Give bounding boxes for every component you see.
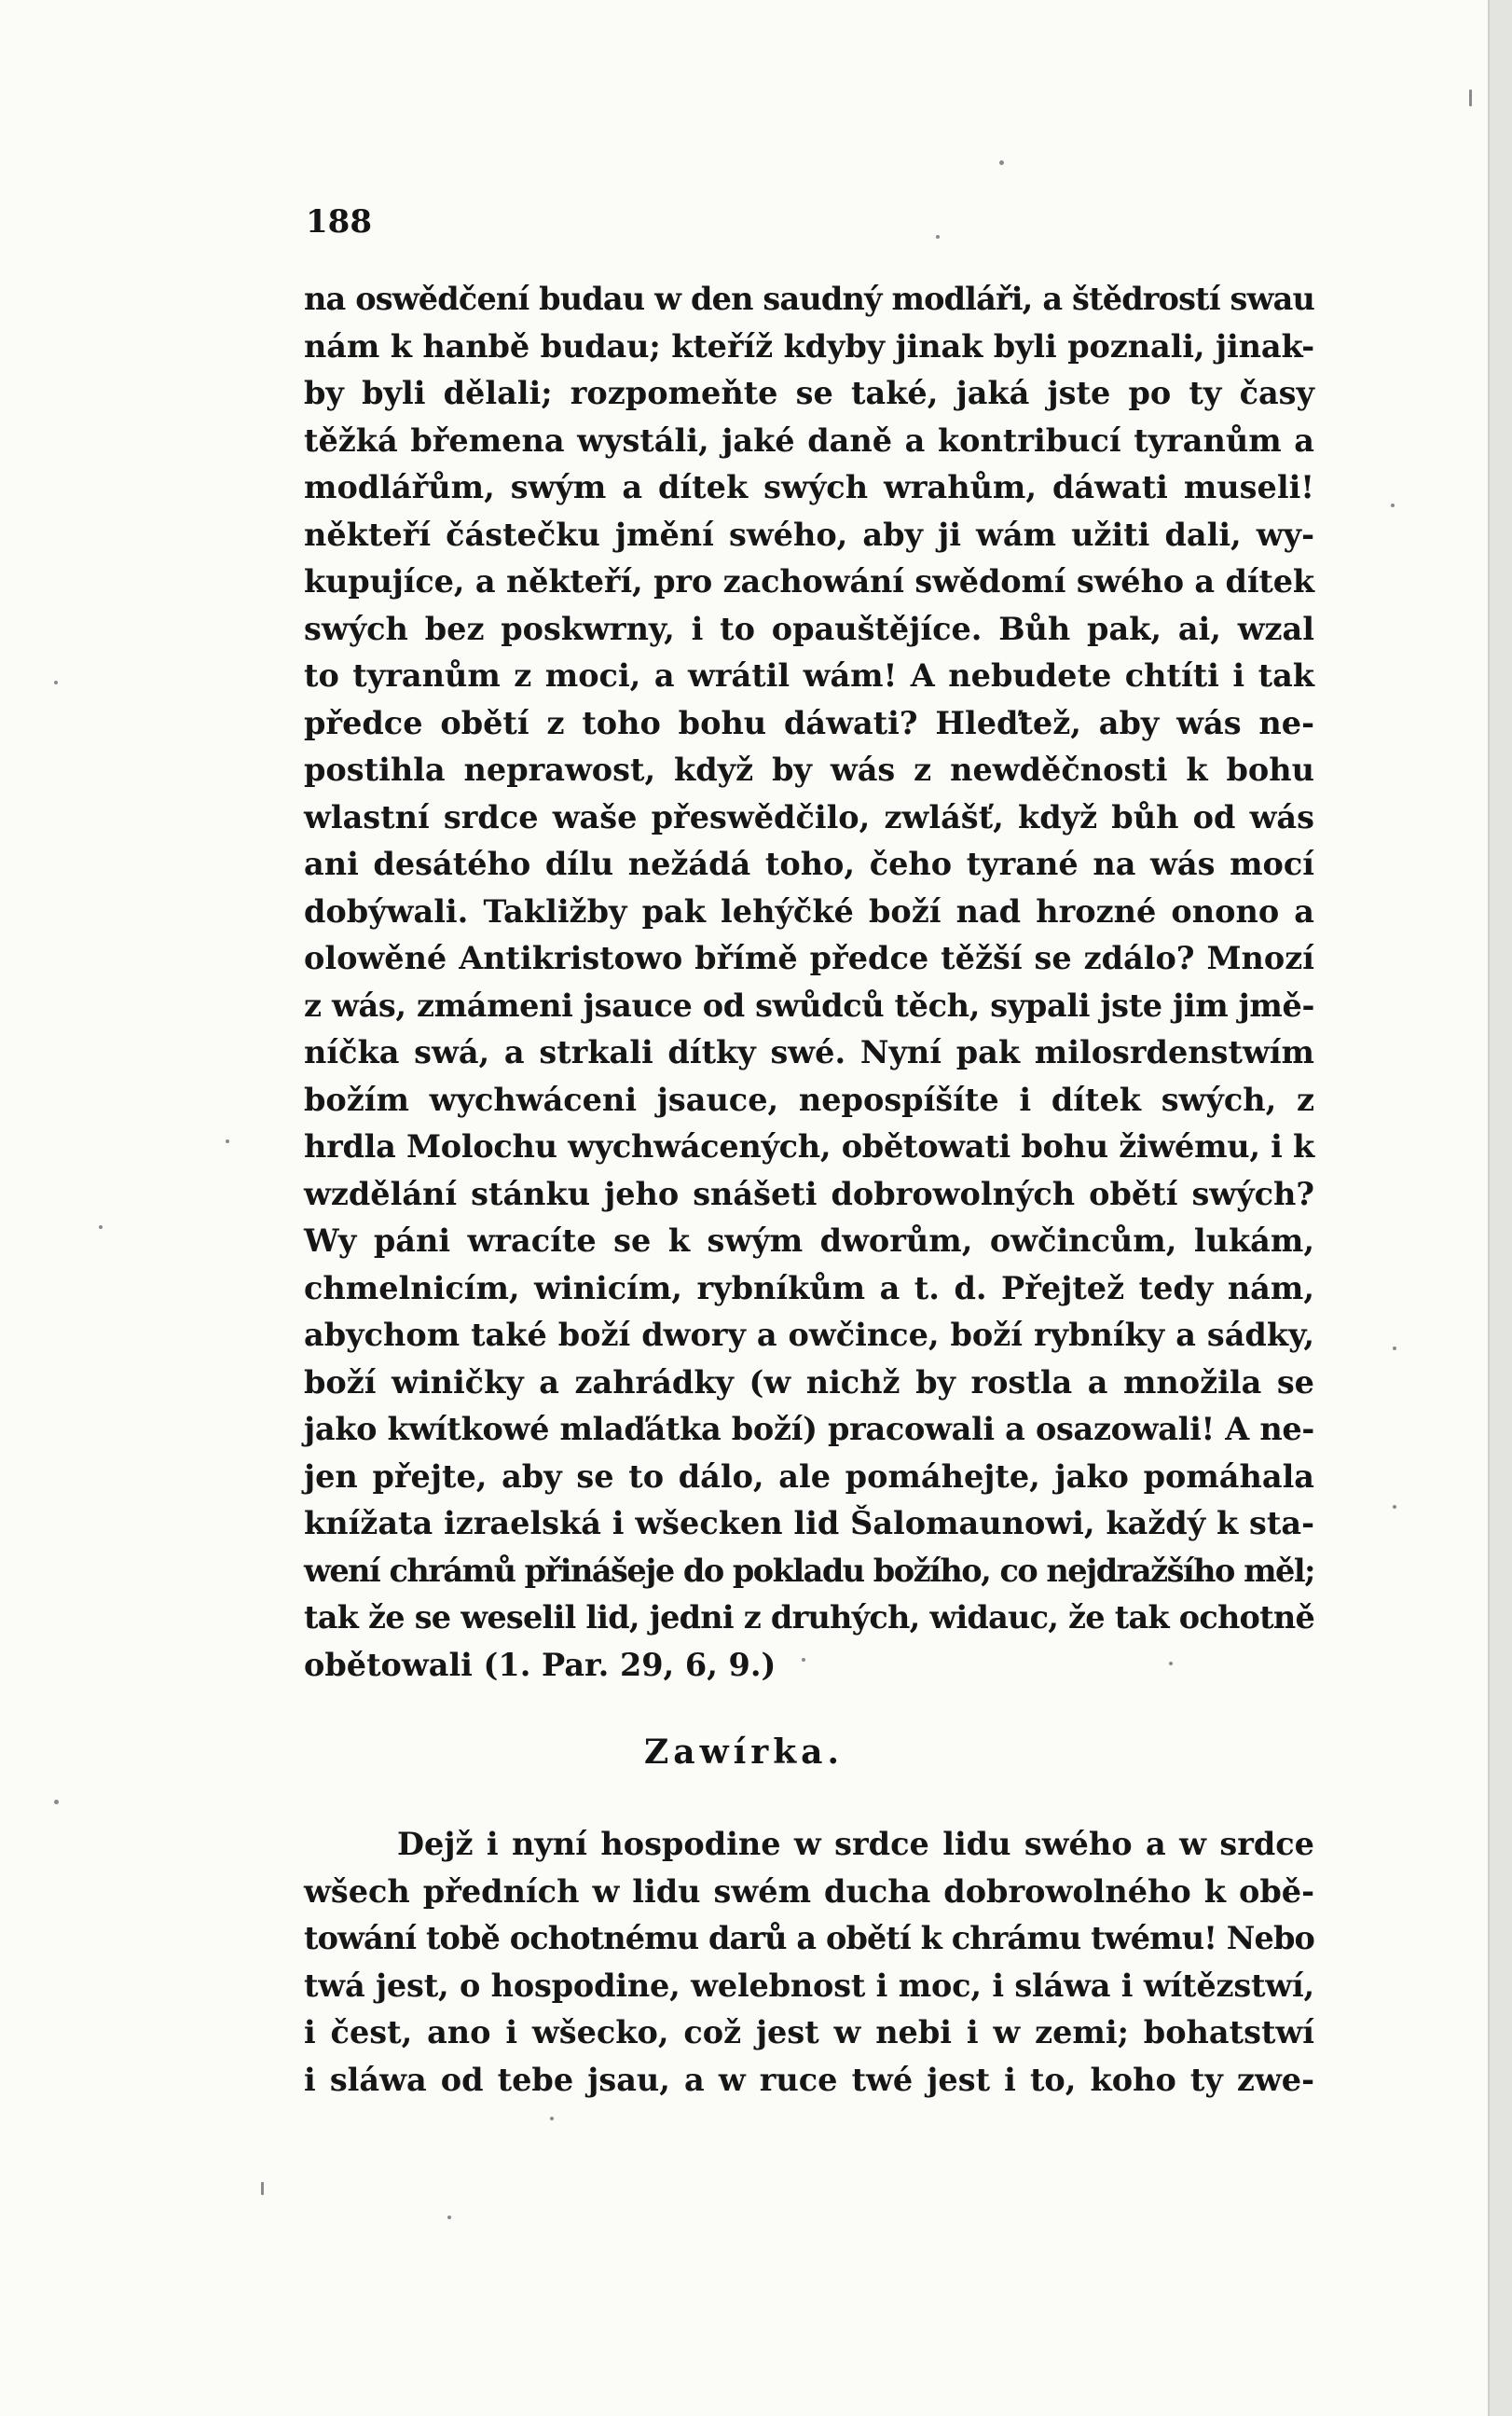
text-line: towání tobě ochotnému darů a obětí k chrámu twému! Nebo [304,1920,1314,1956]
text-line: jako kwítkowé mlaďátka boží) pracowali a osazowali! A ne- [304,1411,1314,1447]
paper-speck [999,160,1004,165]
text-line: wení chrámů přinášeje do pokladu božího, co nejdražšího měl; [304,1552,1314,1589]
closing-paragraph [304,1821,1314,2104]
paper-speck [1169,1662,1173,1665]
text-line: těžká břemena wystáli, jaké daně a kontribucí tyranům a [304,421,1314,459]
paper-speck [261,2182,264,2195]
text-line: nám k hanbě budau; kteříž kdyby jinak byli poznali, jinak- [304,327,1314,365]
main-paragraph [304,276,1314,1689]
text-line: by byli dělali; rozpomeňte se také, jaká jste po ty časy [304,375,1314,411]
text-line: wzdělání stánku jeho snášeti dobrowolných obětí swých? [304,1175,1314,1212]
text-line: jen přejte, aby se to dálo, ale pomáhejte, jako pomáhala [304,1457,1314,1495]
text-line: na oswědčení budau w den saudný modláři, a štědrostí swau [304,281,1314,317]
paper-speck [447,2216,451,2219]
paper-speck [802,1658,805,1662]
text-line: swých bez poskwrny, i to opauštějíce. Bůh pak, ai, wzal [304,610,1314,647]
text-line: Dejž i nyní hospodine w srdce lidu swého a w srdce [397,1826,1314,1862]
text-line: knížata izraelská i wšecken lid Šalomaunowi, každý k sta- [304,1505,1314,1541]
section-heading: Zawírka. [643,1733,845,1772]
page-edge [1488,0,1512,2416]
text-line: předce obětí z toho bohu dáwati? Hleďtež, aby wás ne- [304,704,1314,741]
paper-speck [936,235,940,239]
text-line: kupujíce, a někteří, pro zachowání swědomí swého a dítek [304,563,1314,600]
paper-speck [99,1225,103,1229]
text-line: obětowali (1. Par. 29, 6, 9.) [304,1646,777,1683]
text-line: z wás, zmámeni jsauce od swůdců těch, sypali jste jim jmě- [304,987,1315,1024]
paper-speck [54,681,58,684]
paper-speck [226,1139,229,1143]
paper-speck [550,2117,554,2120]
text-line: dobýwali. Takližby pak lehýčké boží nad hrozné onono a [304,892,1314,930]
text-line: někteří částečku jmění swého, aby ji wám užiti dali, wy- [304,516,1314,553]
text-line: to tyranům z moci, a wrátil wám! A nebudete chtíti i tak [304,657,1314,694]
text-line: hrdla Molochu wychwácených, obětowati bohu žiwému, i k [304,1128,1314,1165]
text-line: božím wychwáceni jsauce, nepospíšíte i dítek swých, z [304,1081,1314,1118]
text-line: chmelnicím, winicím, rybníkům a t. d. Přejtež tedy nám, [304,1269,1314,1306]
paper-speck [1391,504,1395,507]
page-number: 188 [306,203,372,241]
paper-speck [1393,1505,1396,1509]
text-line: twá jest, o hospodine, welebnost i moc, i sláwa i wítězstwí, [304,1967,1314,2004]
text-line: tak že se weselil lid, jedni z druhých, widauc, že tak ochotně [304,1599,1314,1636]
text-line: níčka swá, a strkali dítky swé. Nyní pak milosrdenstwím [304,1034,1314,1070]
text-line: modlářům, swým a dítek swých wrahům, dáwati museli! [304,469,1314,505]
text-line: wlastní srdce waše přeswědčilo, zwlášť, když bůh od wás [304,798,1314,835]
text-line: i čest, ano i wšecko, což jest w nebi i w zemi; bohatstwí [304,2014,1314,2050]
paper-speck [54,1800,59,1804]
text-line: abychom také boží dwory a owčince, boží rybníky a sádky, [304,1317,1314,1353]
paper-speck [1393,1346,1396,1350]
text-line: wšech předních w lidu swém ducha dobrowolného k obě- [304,1872,1314,1910]
text-line: Wy páni wracíte se k swým dworům, owčincům, lukám, [304,1222,1314,1259]
text-line: postihla neprawost, když by wás z newděčnosti k bohu [304,752,1314,788]
text-line: i sláwa od tebe jsau, a w ruce twé jest i to, koho ty zwe- [304,2061,1314,2098]
text-line: olowěné Antikristowo břímě předce těžší se zdálo? Mnozí [304,940,1314,976]
text-line: boží winičky a zahrádky (w nichž by rostla a množila se [304,1363,1314,1401]
paper-speck [1469,90,1472,106]
text-line: ani desátého dílu nežádá toho, čeho tyrané na wás mocí [304,846,1314,882]
